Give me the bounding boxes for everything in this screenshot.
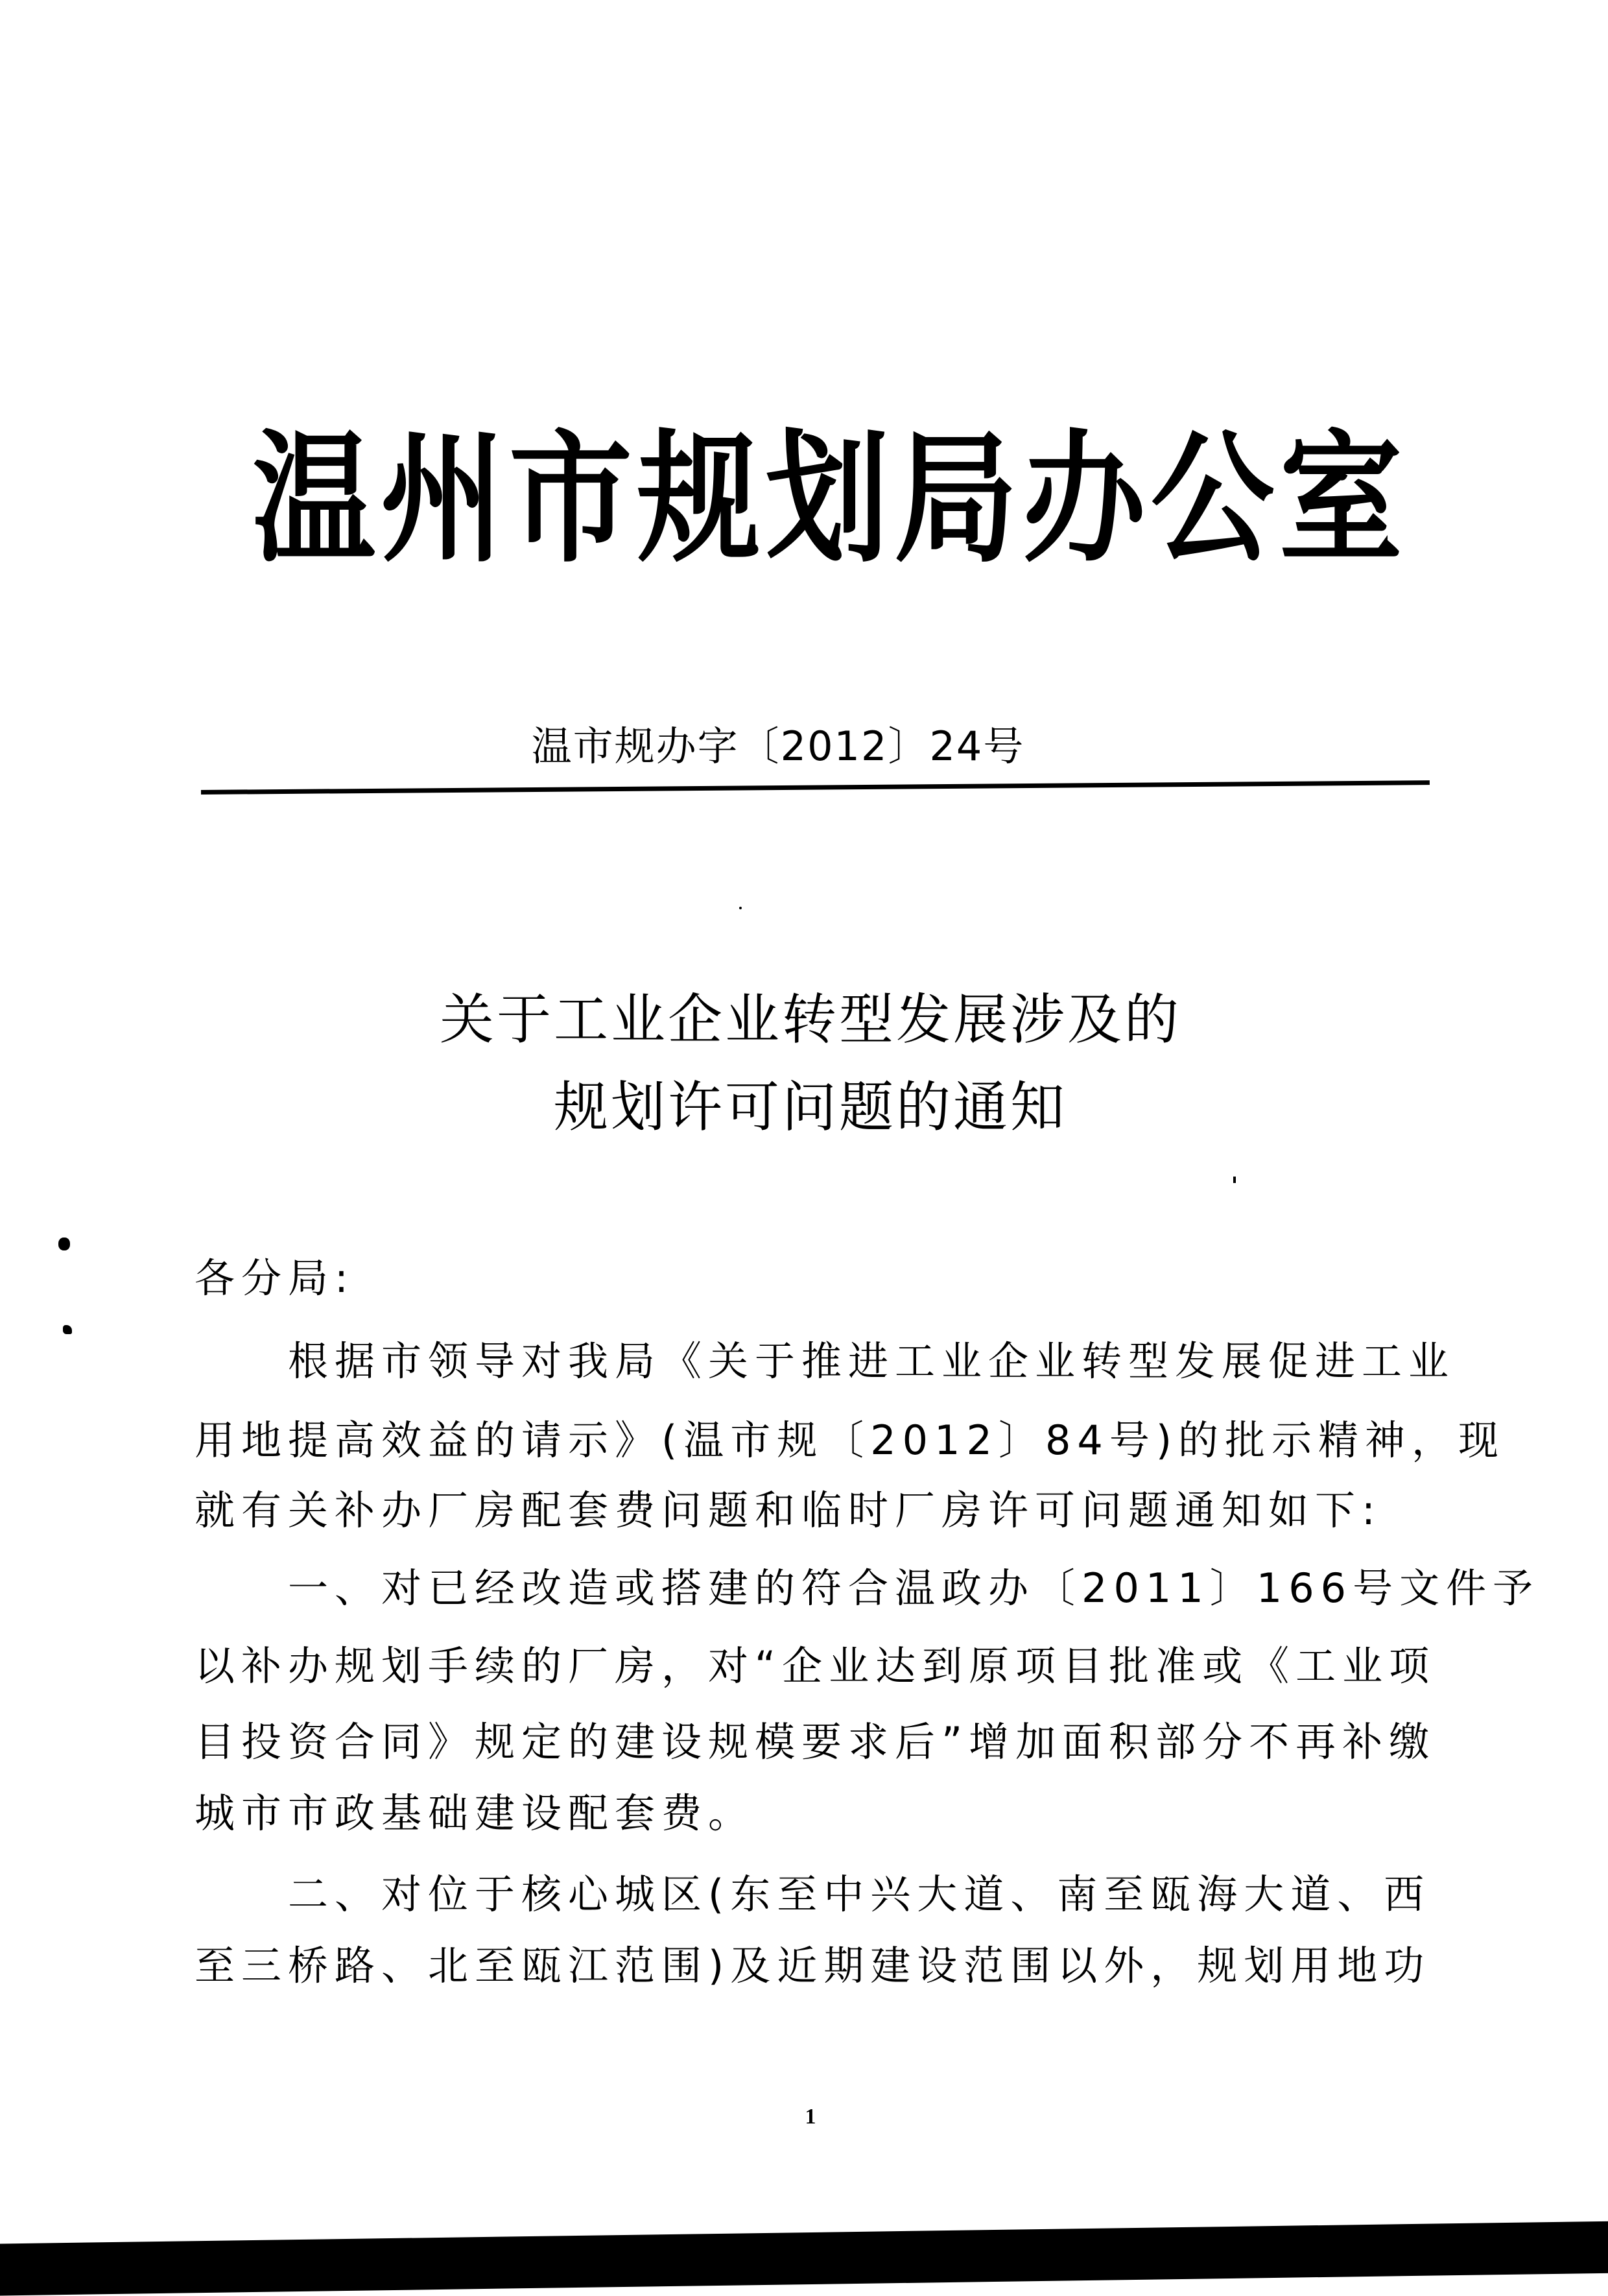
body-paragraph-line: 以补办规划手续的厂房，对“企业达到原项目批准或《工业项 [195, 1642, 1436, 1690]
scan-speck-mark [63, 1325, 72, 1334]
body-paragraph-line: 城市市政基础建设配套费。 [195, 1789, 755, 1837]
body-paragraph-line: 就有关补办厂房配套费问题和临时厂房许可问题通知如下: [195, 1487, 1382, 1534]
scan-edge-black-bar [0, 2221, 1608, 2296]
notice-title-line-1: 关于工业企业转型发展涉及的 [439, 988, 1181, 1051]
body-paragraph-line: 二、对位于核心城区(东至中兴大道、南至瓯海大道、西 [195, 1871, 1431, 1918]
letterhead-divider-rule [201, 780, 1430, 795]
organization-letterhead-title: 温州市规划局办公室 [252, 415, 1408, 582]
body-paragraph-line: 根据市领导对我局《关于推进工业企业转型发展促进工业 [195, 1337, 1456, 1385]
body-paragraph-line: 一、对已经改造或搭建的符合温政办〔2011〕166号文件予 [195, 1564, 1540, 1612]
page-number: 1 [805, 2105, 816, 2129]
notice-title-line-2: 规划许可问题的通知 [553, 1075, 1067, 1139]
scan-speck-mark [739, 907, 742, 909]
salutation: 各分局: [195, 1254, 355, 1302]
scan-speck-mark [1233, 1177, 1236, 1183]
body-paragraph-line: 用地提高效益的请示》(温市规〔2012〕84号)的批示精神，现 [195, 1417, 1506, 1464]
document-number: 温市规办字〔2012〕24号 [531, 723, 1025, 770]
body-paragraph-line: 目投资合同》规定的建设规模要求后”增加面积部分不再补缴 [195, 1718, 1436, 1765]
scan-speck-mark [58, 1238, 70, 1250]
body-paragraph-line: 至三桥路、北至瓯江范围)及近期建设范围以外，规划用地功 [195, 1942, 1431, 1989]
